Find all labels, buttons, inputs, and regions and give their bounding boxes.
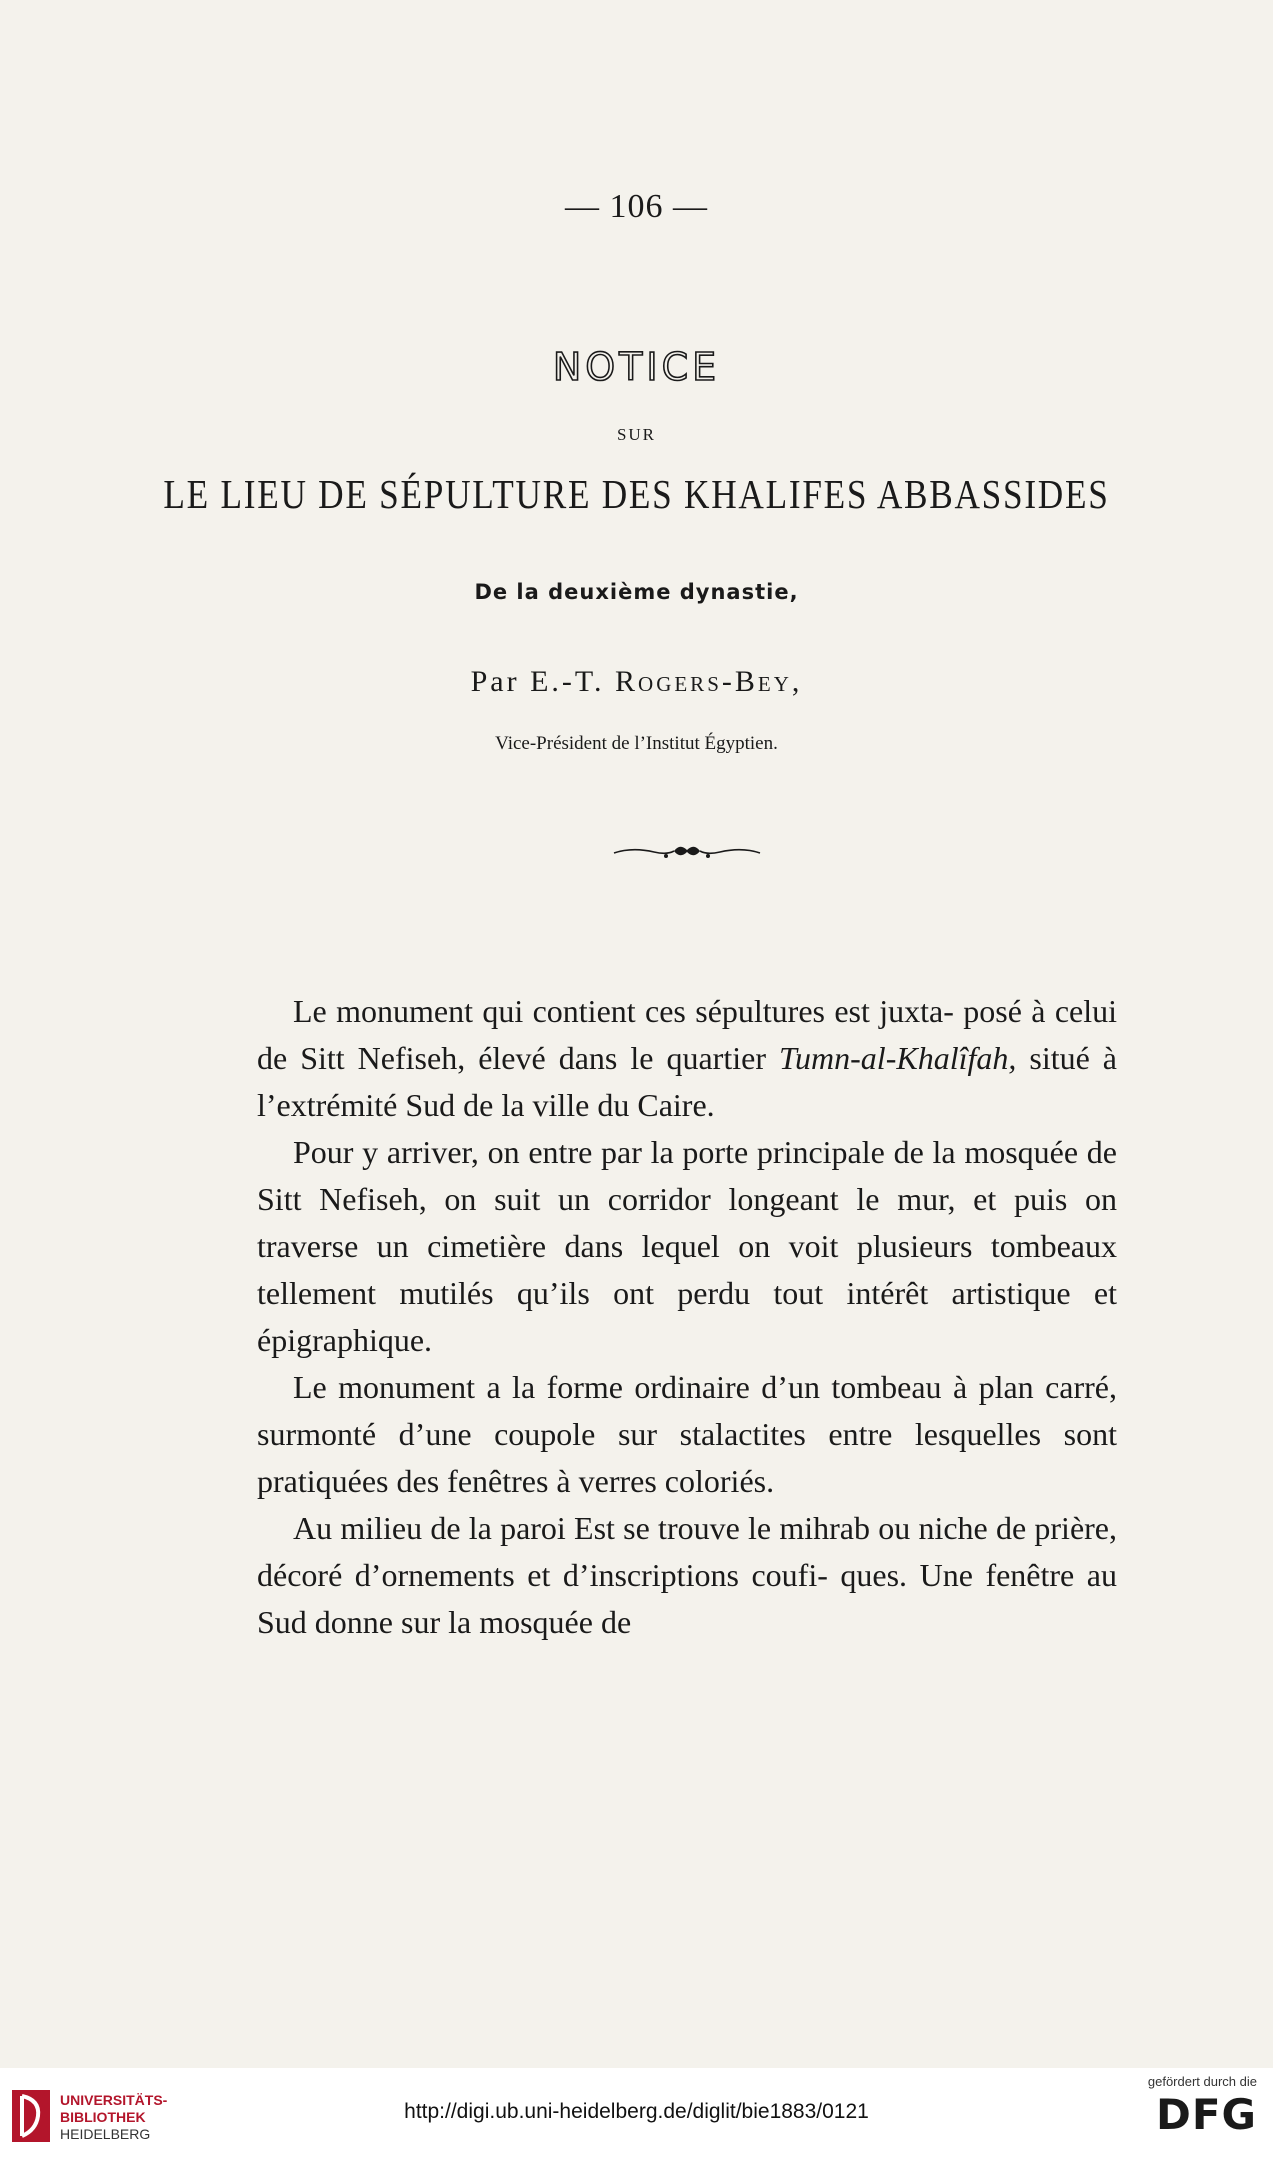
- place-name-italic: Tumn-al-Khalîfah,: [779, 1040, 1017, 1076]
- main-title: LE LIEU DE SÉPULTURE DES KHALIFES ABBASSIDES: [163, 471, 1110, 517]
- paragraph-text: situé à l’extrémité Sud de la ville du Caire.: [257, 1040, 1118, 1123]
- sur-word: SUR: [616, 425, 657, 444]
- fleuron-ornament-icon: [612, 840, 762, 864]
- author-name: Rogers-Bey,: [615, 665, 803, 698]
- library-name-line: BIBLIOTHEK: [60, 2109, 146, 2125]
- author-line: [0, 665, 1273, 699]
- library-name-line: UNIVERSITÄTS-: [60, 2092, 168, 2108]
- page-number: — 106 —: [565, 188, 708, 225]
- author-affiliation: Vice-Président de l’Institut Égyptien.: [495, 733, 778, 754]
- body-text: [257, 988, 1117, 1646]
- dfg-logo-icon: DFG: [1155, 2090, 1257, 2139]
- subtitle: De la deuxième dynastie,: [474, 580, 799, 604]
- paragraph: Pour y arriver, on entre par la porte principale de la mosquée de Sitt Nefiseh, on suit un corridor longeant le mur, et puis on traverse un cimetière dans lequel on voit plusieurs tombeaux tellement mutilés qu’ils ont perdu tout intérêt artistique et épigraphique.: [257, 1134, 1117, 1358]
- funder-logo[interactable]: [1117, 2074, 1257, 2154]
- funded-by-label: gefördert durch die: [1147, 2074, 1257, 2089]
- viewer-footer: [0, 2068, 1273, 2157]
- library-name-line: HEIDELBERG: [60, 2126, 151, 2142]
- paragraph: [257, 988, 1117, 1129]
- paragraph: Le monument a la forme ordinaire d’un tombeau à plan carré, surmonté d’une coupole sur stalactites entre lesquelles sont pratiquées des fenêtres à verres coloriés.: [257, 1369, 1117, 1499]
- permalink-url[interactable]: http://digi.ub.uni-heidelberg.de/diglit/bie1883/0121: [404, 2100, 869, 2123]
- paragraph: Au milieu de la paroi Est se trouve le mihrab ou niche de prière, décoré d’ornements et d’inscriptions coufi- ques. Une fenêtre au Sud donne sur la mosquée de: [257, 1510, 1117, 1640]
- paragraph-text: Le monument qui contient ces sépultures est juxta- posé à celui de Sitt Nefiseh, élevé dans le quartier: [257, 993, 1117, 1076]
- author-prefix: Par E.-T.: [470, 665, 616, 698]
- notice-heading: NOTICE: [552, 345, 721, 389]
